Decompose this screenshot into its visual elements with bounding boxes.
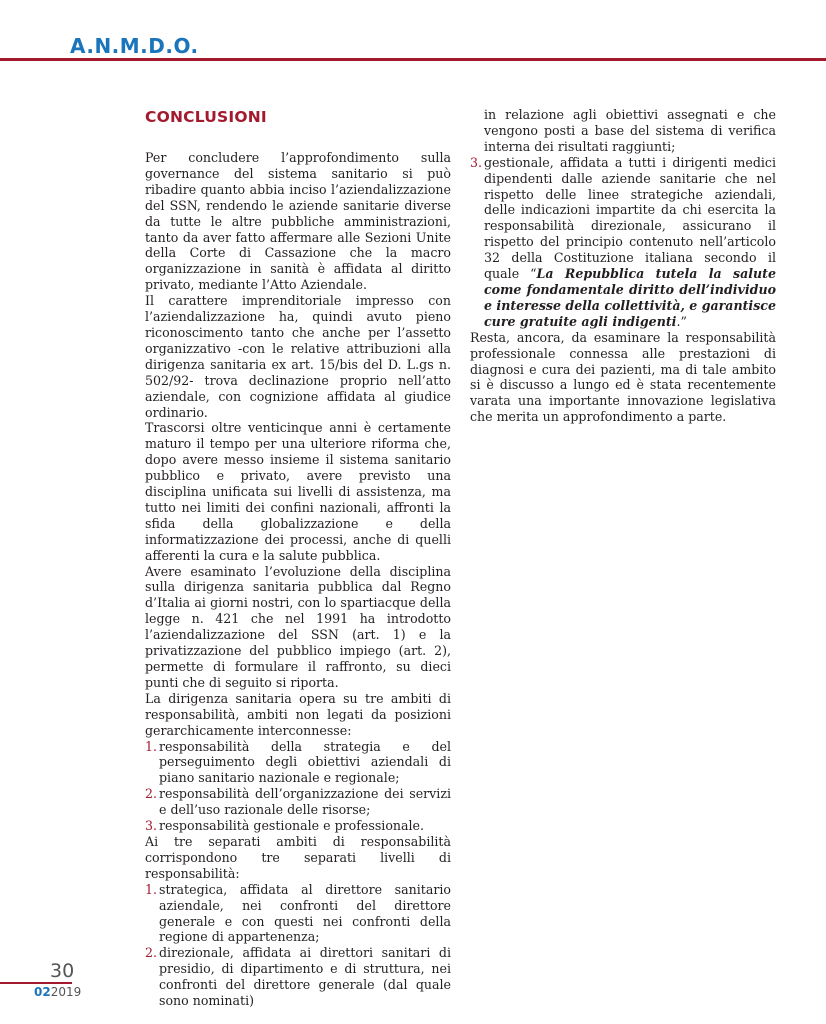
- footer-divider: [0, 982, 72, 984]
- responsibility-areas-list: [145, 739, 451, 834]
- list-item: [145, 786, 451, 818]
- list-text: gestionale, affidata a tutti i dirigenti medici dipendenti dalle aziende sanitarie che nel rispetto delle linee strategiche aziendali, delle indicazioni impartite da chi esercita la responsabilità direzionale, assicurano il rispetto del principio contenuto nell’articolo 32 della Costituzione italiana secondo il quale “: [484, 154, 776, 282]
- paragraph: Il carattere imprenditoriale impresso con l’aziendalizzazione ha, quindi avuto pieno riconoscimento tanto che anche per l’assetto organizzativo -con le relative attribuzioni alla dirigenza sanitaria ex art. 15/bis del D. L.gs n. 502/92- trova declinazione proprio nell’atto aziendale, con cognizione affidata al giudice ordinario.: [145, 293, 451, 420]
- issue-label: [34, 985, 81, 999]
- responsibility-levels-list: [145, 882, 451, 1009]
- paragraph: Avere esaminato l’evoluzione della disciplina sulla dirigenza sanitaria pubblica dal Regno d’Italia ai giorni nostri, con lo spartiacque della legge n. 421 che nel 1991 ha introdotto l’aziendalizzazione del SSN (art. 1) e la privatizzazione del pubblico impiego (art. 2), permette di formulare il raffronto, su dieci punti che di seguito si riporta.: [145, 563, 451, 690]
- publication-logo: A.N.M.D.O.: [70, 34, 199, 58]
- paragraph: Trascorsi oltre venticinque anni è certamente maturo il tempo per una ulteriore riforma che, dopo avere messo insieme il sistema sanitario pubblico e privato, avere previsto una disciplina unificata sui livelli di assistenza, ma tutto nei limiti dei confini nazionali, affronti la sfida della globalizzazione e della informatizzazione dei processi, anche di quelli afferenti la cura e la salute pubblica.: [145, 420, 451, 563]
- right-column: [470, 107, 776, 425]
- list-text: responsabilità della strategia e del perseguimento degli obiettivi aziendali di piano sanitario nazionale e regionale;: [159, 738, 451, 786]
- paragraph: Ai tre separati ambiti di responsabilità corrispondono tre separati livelli di responsabilità:: [145, 833, 451, 881]
- issue-number: 02: [34, 985, 51, 999]
- list-number: 1.: [145, 881, 158, 897]
- list-item: [145, 945, 451, 1009]
- header-divider: [0, 58, 826, 61]
- list-number: 2.: [145, 786, 158, 802]
- list-text: strategica, affidata al direttore sanitario aziendale, nei confronti del direttore generale e con questi nei confronti della regione di appartenenza;: [159, 881, 451, 945]
- list-item: [145, 882, 451, 946]
- page-number: 30: [50, 960, 75, 982]
- left-column: [145, 107, 451, 1009]
- paragraph: Per concludere l’approfondimento sulla governance del sistema sanitario si può ribadire quanto abbia inciso l’aziendalizzazione del SSN, rendendo le aziende sanitarie diverse da tutte le altre pubbliche amministrazioni, tanto da aver fatto affermare alle Sezioni Unite della Corte di Cassazione che la macro organizzazione in sanità è affidata al diritto privato, mediante l’Atto Aziendale.: [145, 150, 451, 293]
- list-text: responsabilità dell’organizzazione dei servizi e dell’uso razionale delle risorse;: [159, 786, 451, 818]
- list-number: 2.: [145, 945, 158, 961]
- list-text: direzionale, affidata ai direttori sanitari di presidio, di dipartimento e di struttura, nei confronti del direttore generale (dal quale sono nominati): [159, 945, 451, 1009]
- list-item-continuation: [470, 107, 776, 155]
- list-text: in relazione agli obiettivi assegnati e che vengono posti a base del sistema di verifica interna dei risultati raggiunti;: [484, 107, 776, 154]
- paragraph: La dirigenza sanitaria opera su tre ambiti di responsabilità, ambiti non legati da posizioni gerarchicamente interconnesse:: [145, 690, 451, 738]
- list-text: responsabilità gestionale e professionale.: [159, 818, 425, 834]
- list-item: [470, 155, 776, 330]
- list-item: [145, 818, 451, 834]
- list-number: 3.: [145, 818, 158, 834]
- responsibility-levels-list-continued: [470, 107, 776, 330]
- issue-year: 2019: [50, 985, 82, 999]
- constitution-quote: La Repubblica tutela la salute come fondamentale diritto dell’individuo e interesse della collettività, e garantisce cure gratuite agli indigenti: [484, 266, 776, 329]
- list-number: 3.: [470, 154, 483, 170]
- quote-end: .”: [676, 313, 687, 329]
- section-title: CONCLUSIONI: [145, 108, 267, 126]
- list-item: [145, 739, 451, 787]
- list-number: 1.: [145, 738, 158, 754]
- paragraph: Resta, ancora, da esaminare la responsabilità professionale connessa alle prestazioni di diagnosi e cura dei pazienti, ma di tale ambito si è discusso a lungo ed è stata recentemente varata una importante innovazione legislativa che merita un approfondimento a parte.: [470, 329, 776, 425]
